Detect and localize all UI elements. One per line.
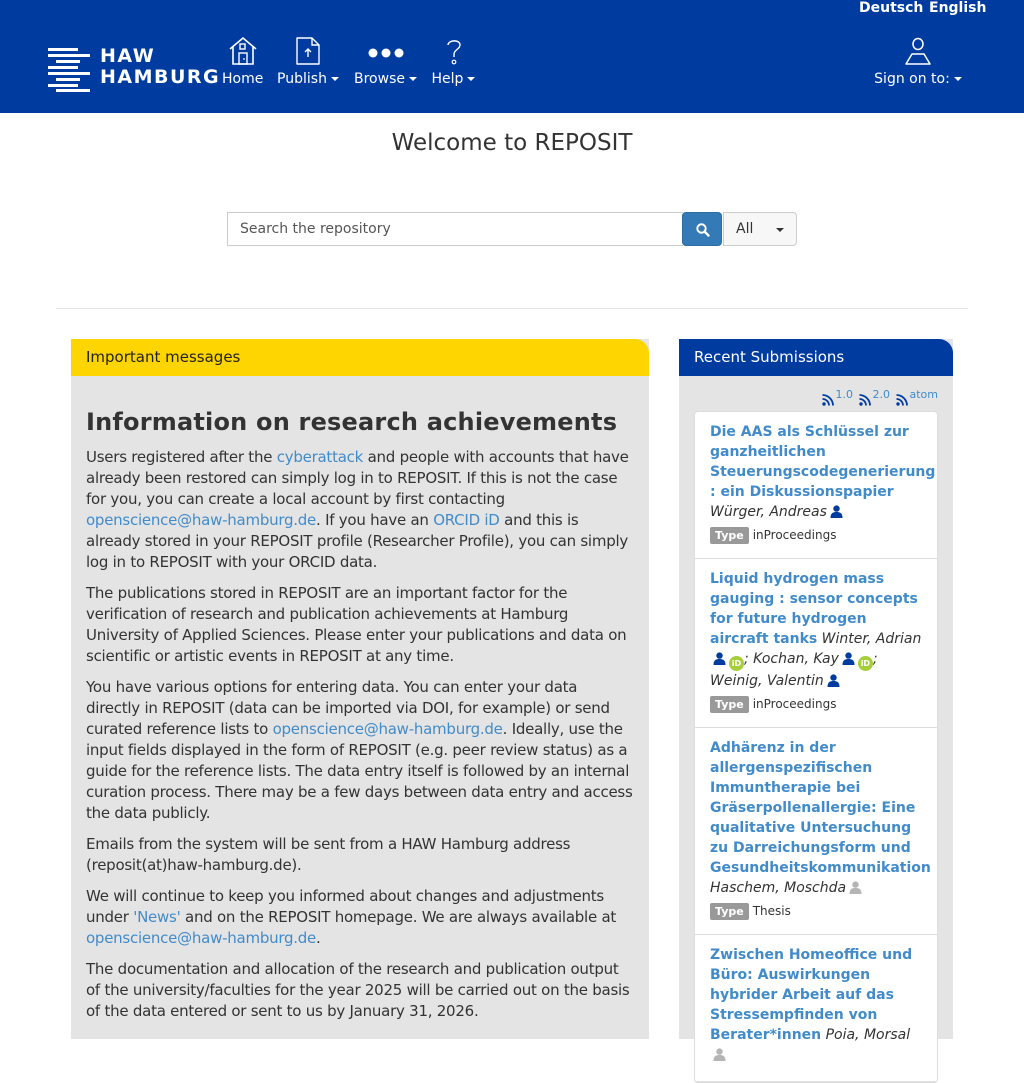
logo-line-1: HAW xyxy=(100,45,156,67)
upload-document-icon xyxy=(295,36,321,66)
nav-browse-dropdown[interactable] xyxy=(353,36,418,94)
sign-on-label: Sign on to: xyxy=(874,71,950,87)
recent-submissions-list xyxy=(694,411,938,1083)
message-text: . Ideally, use the input fields displayed in the form of REPOSIT (e.g. peer review status) as a guide for the reference lists. The data entry itself is followed by an internal curation process. There may be a few days between data entry and access the data publicly. xyxy=(86,720,633,822)
search-button[interactable] xyxy=(682,212,722,246)
rss-icon xyxy=(859,394,871,409)
language-english-link[interactable]: English xyxy=(929,0,987,16)
atom-label: atom xyxy=(909,388,938,401)
submission-author[interactable]: Würger, Andreas xyxy=(710,504,827,520)
message-text: The publications stored in REPOSIT are an important factor for the verification of research and publication achievements at Hamburg University of Applied Sciences. Please enter your publications and data on scientific or artistic events in REPOSIT at any time. xyxy=(86,584,627,665)
submission-type xyxy=(710,695,922,713)
message-text: and on the REPOSIT homepage. We are always available at xyxy=(180,908,617,926)
home-icon xyxy=(228,36,258,66)
researcher-profile-icon[interactable] xyxy=(830,504,843,524)
type-value: inProceedings xyxy=(752,697,837,711)
message-paragraph xyxy=(86,886,634,949)
section-divider xyxy=(56,308,968,309)
messages-text xyxy=(86,447,634,1022)
message-link[interactable]: 'News' xyxy=(133,908,181,926)
type-value: inProceedings xyxy=(752,528,837,542)
question-icon xyxy=(444,36,464,66)
rss-1-label: 1.0 xyxy=(835,388,853,401)
submission-type xyxy=(710,902,922,920)
no-profile-person-icon xyxy=(849,880,862,900)
type-badge: Type xyxy=(710,696,749,713)
submission-type xyxy=(710,526,922,544)
logo-line-2: HAMBURG xyxy=(100,66,221,88)
no-profile-person-icon xyxy=(713,1047,726,1067)
nav-publish-dropdown[interactable] xyxy=(275,36,341,94)
important-messages-panel xyxy=(71,339,649,1039)
message-link[interactable]: openscience@haw-hamburg.de xyxy=(86,929,317,947)
type-badge: Type xyxy=(710,903,749,920)
submission-item xyxy=(695,728,937,935)
important-messages-header: Important messages xyxy=(71,339,649,376)
submission-author[interactable]: Kochan, Kay xyxy=(753,651,839,667)
rss-icon xyxy=(896,394,908,409)
logo-text xyxy=(100,46,220,88)
submission-title-link[interactable]: Die AAS als Schlüssel zur ganzheitlichen Steuerungscodegenerierung : ein Diskussionspapier xyxy=(710,424,936,500)
message-text: You have various options for entering data. You can enter your data directly in REPOSIT (data can be imported via DOI, for example) or send curated reference lists to xyxy=(86,678,610,738)
caret-down-icon xyxy=(409,77,417,81)
researcher-profile-icon[interactable] xyxy=(827,673,840,693)
author-separator: ; xyxy=(872,651,878,667)
caret-down-icon xyxy=(954,77,962,81)
researcher-profile-icon[interactable] xyxy=(713,651,726,671)
search-icon xyxy=(696,223,710,237)
search-bar xyxy=(227,212,797,246)
messages-title: Information on research achievements xyxy=(86,408,618,436)
search-scope-dropdown[interactable] xyxy=(723,212,797,246)
submission-item xyxy=(695,412,937,559)
message-text: Emails from the system will be sent from a HAW Hamburg address (reposit(at)haw-hamburg.de). xyxy=(86,835,571,874)
submission-item xyxy=(695,559,937,728)
nav-home[interactable] xyxy=(222,36,263,94)
message-link[interactable]: openscience@haw-hamburg.de xyxy=(272,720,503,738)
orcid-icon[interactable]: iD xyxy=(858,656,873,671)
submission-author[interactable]: Weinig, Valentin xyxy=(710,673,824,689)
submission-item xyxy=(695,935,937,1082)
sign-on-dropdown[interactable] xyxy=(874,36,962,94)
nav-browse-label: Browse xyxy=(354,71,405,87)
message-link[interactable]: cyberattack xyxy=(276,448,364,466)
top-navbar xyxy=(0,0,1024,113)
rss-icon xyxy=(822,394,834,409)
search-scope-value: All xyxy=(736,221,754,237)
submission-title-link[interactable]: Liquid hydrogen mass gauging : sensor concepts for future hydrogen aircraft tanks xyxy=(710,571,918,647)
recent-submissions-header: Recent Submissions xyxy=(679,339,953,376)
language-deutsch-link[interactable]: Deutsch xyxy=(859,0,924,16)
rss-2-feed-link[interactable] xyxy=(857,390,891,403)
feed-links xyxy=(820,390,939,409)
page-title: Welcome to REPOSIT xyxy=(391,130,633,156)
submission-author[interactable]: Haschem, Moschda xyxy=(710,880,847,896)
submission-title-link[interactable]: Zwischen Homeoffice und Büro: Auswirkungen hybrider Arbeit auf das Stressempfinden von Berater*innen xyxy=(710,947,913,1043)
rss-2-label: 2.0 xyxy=(872,388,890,401)
submission-author[interactable]: Poia, Morsal xyxy=(825,1027,911,1043)
submission-title-link[interactable]: Adhärenz in der allergenspezifischen Immuntherapie bei Gräserpollenallergie: Eine qualitative Untersuchung zu Darreichungsform und Gesundheitskommunikation xyxy=(710,740,931,876)
message-link[interactable]: openscience@haw-hamburg.de xyxy=(86,511,317,529)
caret-down-icon xyxy=(467,77,475,81)
message-text: and people with accounts that have already been restored can simply log in to REPOSIT. If this is not the case for you, you can create a local account by first contacting xyxy=(86,448,629,508)
message-paragraph xyxy=(86,447,634,573)
logo-lines-icon xyxy=(48,48,90,92)
type-badge: Type xyxy=(710,527,749,544)
submission-author[interactable]: Winter, Adrian xyxy=(821,631,922,647)
rss-1-feed-link[interactable] xyxy=(820,390,854,403)
message-paragraph xyxy=(86,834,634,876)
haw-hamburg-logo[interactable] xyxy=(48,45,221,93)
message-paragraph xyxy=(86,677,634,824)
message-text: We will continue to keep you informed about changes and adjustments under xyxy=(86,887,604,926)
more-dots-icon xyxy=(367,36,405,66)
caret-down-icon xyxy=(331,77,339,81)
user-icon xyxy=(903,36,933,66)
message-text: Users registered after the xyxy=(86,448,277,466)
message-text: . If you have an xyxy=(316,511,434,529)
message-text: and this is already stored in your REPOSIT profile (Researcher Profile), you can simply log in to REPOSIT with your ORCID data. xyxy=(86,511,629,571)
search-input[interactable] xyxy=(227,212,683,246)
recent-submissions-panel xyxy=(679,339,953,1043)
message-paragraph xyxy=(86,959,634,1022)
nav-publish-label: Publish xyxy=(277,71,327,87)
message-text: The documentation and allocation of the research and publication output of the university/faculties for the year 2025 will be carried out on the basis of the data entered or sent to us by January 31, 2026. xyxy=(86,960,630,1020)
message-link[interactable]: ORCID iD xyxy=(433,511,500,529)
atom-feed-link[interactable] xyxy=(894,390,939,403)
message-paragraph xyxy=(86,583,634,667)
author-separator: ; xyxy=(744,651,754,667)
nav-help-dropdown[interactable] xyxy=(430,36,477,94)
orcid-icon[interactable]: iD xyxy=(729,656,744,671)
researcher-profile-icon[interactable] xyxy=(842,651,855,671)
type-value: Thesis xyxy=(752,904,791,918)
nav-help-label: Help xyxy=(431,71,464,87)
nav-home-label: Home xyxy=(222,71,264,87)
caret-down-icon xyxy=(776,228,784,232)
message-text: . xyxy=(316,929,321,947)
